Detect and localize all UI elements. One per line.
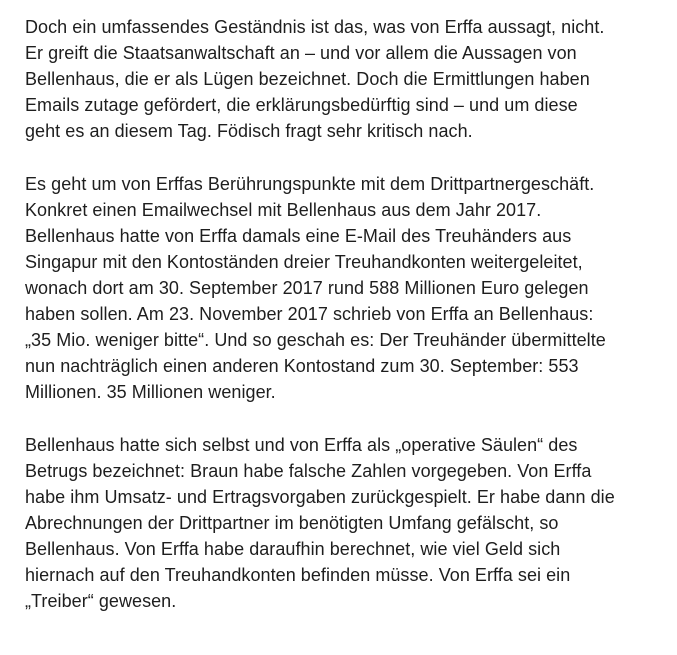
text-line: Er greift die Staatsanwaltschaft an – und vor allem die Aussagen von (25, 43, 577, 63)
text-line: Es geht um von Erffas Berührungspunkte mit dem Drittpartnergeschäft. (25, 174, 595, 194)
text-line: Bellenhaus hatte von Erffa damals eine E-Mail des Treuhänders aus (25, 226, 572, 246)
text-line: nun nachträglich einen anderen Kontostand zum 30. September: 553 (25, 356, 579, 376)
text-line: hiernach auf den Treuhandkonten befinden müsse. Von Erffa sei ein (25, 565, 571, 585)
text-line: Emails zutage gefördert, die erklärungsbedürftig sind – und um diese (25, 95, 578, 115)
paragraph-3 (25, 432, 665, 614)
text-line: Bellenhaus, die er als Lügen bezeichnet. Doch die Ermittlungen haben (25, 69, 590, 89)
text-line: Millionen. 35 Millionen weniger. (25, 382, 276, 402)
text-line: Abrechnungen der Drittpartner im benötigten Umfang gefälscht, so (25, 513, 559, 533)
text-line: haben sollen. Am 23. November 2017 schrieb von Erffa an Bellenhaus: (25, 304, 594, 324)
text-line: Singapur mit den Kontoständen dreier Treuhandkonten weitergeleitet, (25, 252, 583, 272)
text-line: Konkret einen Emailwechsel mit Bellenhaus aus dem Jahr 2017. (25, 200, 542, 220)
text-line: „Treiber“ gewesen. (25, 591, 177, 611)
text-line: geht es an diesem Tag. Födisch fragt sehr kritisch nach. (25, 121, 473, 141)
text-line: Doch ein umfassendes Geständnis ist das, was von Erffa aussagt, nicht. (25, 17, 605, 37)
article-body (25, 14, 665, 641)
text-line: wonach dort am 30. September 2017 rund 588 Millionen Euro gelegen (25, 278, 589, 298)
text-line: habe ihm Umsatz- und Ertragsvorgaben zurückgespielt. Er habe dann die (25, 487, 615, 507)
text-line: Betrugs bezeichnet: Braun habe falsche Zahlen vorgegeben. Von Erffa (25, 461, 592, 481)
paragraph-1 (25, 14, 665, 144)
text-line: Bellenhaus hatte sich selbst und von Erffa als „operative Säulen“ des (25, 435, 578, 455)
text-line: „35 Mio. weniger bitte“. Und so geschah es: Der Treuhänder übermittelte (25, 330, 606, 350)
paragraph-2 (25, 171, 665, 405)
text-line: Bellenhaus. Von Erffa habe daraufhin berechnet, wie viel Geld sich (25, 539, 561, 559)
